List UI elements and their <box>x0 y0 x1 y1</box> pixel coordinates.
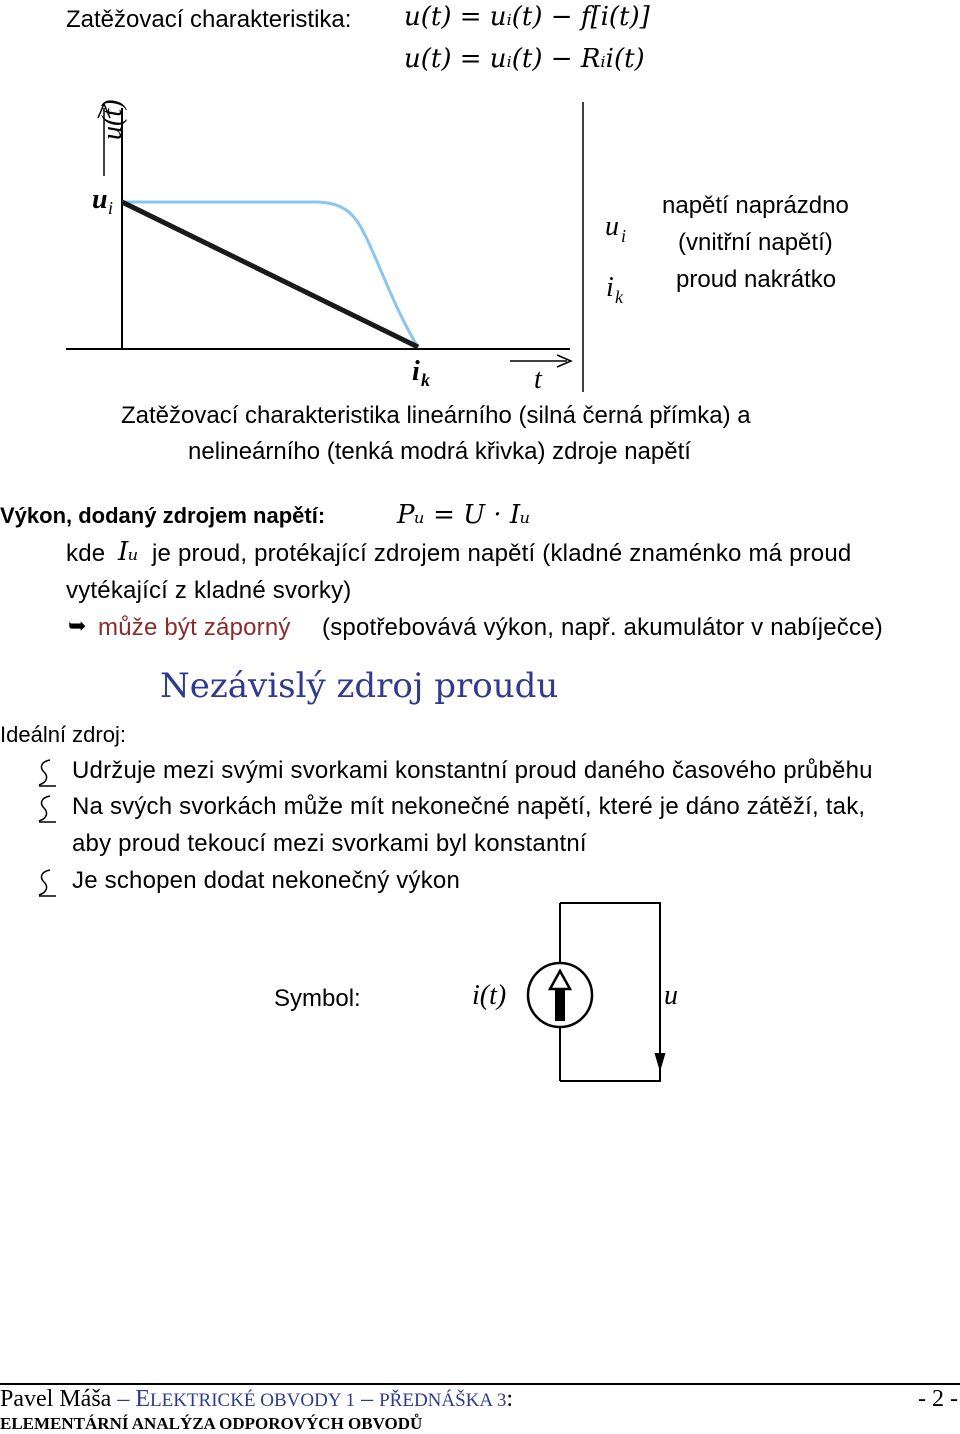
legend-ik-symbol-sub: k <box>615 287 623 307</box>
ui-axis-label-sub: i <box>108 198 114 218</box>
load-char-equation-1: u(t) = uᵢ(t) − f[i(t)] <box>404 2 650 32</box>
footer-lecture: PŘEDNÁŠKA 3 <box>379 1390 507 1411</box>
footer-page-number: - 2 - <box>918 1386 958 1412</box>
bullet-text-2: Na svých svorkách může mít nekonečné napětí, které je dáno zátěží, tak, <box>72 793 866 820</box>
legend-ik-symbol: i <box>606 272 614 303</box>
t-axis-label: t <box>534 364 542 395</box>
voltage-arrowhead <box>655 1053 665 1070</box>
y-axis-label: u(t) <box>97 99 128 140</box>
ik-axis-label: i <box>412 356 420 387</box>
legend-ui-text-2: (vnitřní napětí) <box>678 229 833 256</box>
linear-characteristic-line <box>122 202 418 347</box>
power-label: Výkon, dodaný zdrojem napětí: <box>0 503 326 528</box>
footer-line-1 <box>0 1386 513 1413</box>
ik-axis-label-sub: k <box>421 370 430 390</box>
footer-line-2: ELEMENTÁRNÍ ANALÝZA ODPOROVÝCH OBVODŮ <box>0 1414 423 1433</box>
power-negative-rest: (spotřebovává výkon, např. akumulátor v nabíječce) <box>322 614 883 641</box>
section-heading: Nezávislý zdroj proudu <box>160 666 559 706</box>
legend-ui-symbol-sub: i <box>621 226 627 246</box>
legend-ik-text: proud nakrátko <box>676 266 837 293</box>
graph-caption-line-1: Zatěžovací charakteristika lineárního (silná černá přímka) a <box>121 402 751 429</box>
footer-dash-1: – <box>117 1386 130 1412</box>
ui-axis-label: u <box>92 184 108 215</box>
legend-ui-symbol: u <box>605 211 619 242</box>
bullet-icon <box>36 868 58 898</box>
power-negative-note: může být záporný <box>98 614 291 641</box>
bullet-icon <box>36 758 58 788</box>
symbol-current-label: i(t) <box>472 980 507 1011</box>
legend-ui-text-1: napětí naprázdno <box>662 192 849 219</box>
symbol-voltage-label: u <box>664 980 678 1011</box>
graph-caption-line-2: nelineárního (tenká modrá křivka) zdroje napětí <box>188 438 691 465</box>
footer-dash-2: – <box>361 1386 374 1412</box>
symbol-label: Symbol: <box>274 985 361 1012</box>
load-char-label: Zatěžovací charakteristika: <box>66 6 352 33</box>
footer-author: Pavel Máša <box>0 1386 112 1412</box>
arrow-bullet-icon: ➥ <box>68 614 87 639</box>
bullet-text-3: Je schopen dodat nekonečný výkon <box>72 867 460 894</box>
power-formula: Pᵤ = U · Iᵤ <box>397 500 531 530</box>
bullet-text-2-cont: aby proud tekoucí mezi svorkami byl konstantní <box>72 830 587 857</box>
footer-colon: : <box>506 1386 514 1412</box>
footer-divider <box>0 1383 960 1385</box>
bullet-icon <box>36 794 58 824</box>
footer-course-initial: E <box>135 1386 150 1412</box>
power-text-1: je proud, protékající zdrojem napětí (kladné znaménko má proud <box>152 540 852 567</box>
source-arrow-shaft <box>555 985 565 1021</box>
load-char-equation-2: u(t) = uᵢ(t) − Rᵢi(t) <box>404 44 645 74</box>
bullet-text-1: Udržuje mezi svými svorkami konstantní proud daného časového průběhu <box>72 757 873 784</box>
power-kde: kde <box>66 540 106 567</box>
footer-course-name: LEKTRICKÉ OBVODY 1 <box>149 1390 356 1411</box>
power-iu: Iᵤ <box>118 537 139 567</box>
ideal-source-label: Ideální zdroj: <box>0 722 126 747</box>
power-text-2: vytékající z kladné svorky) <box>66 577 352 604</box>
